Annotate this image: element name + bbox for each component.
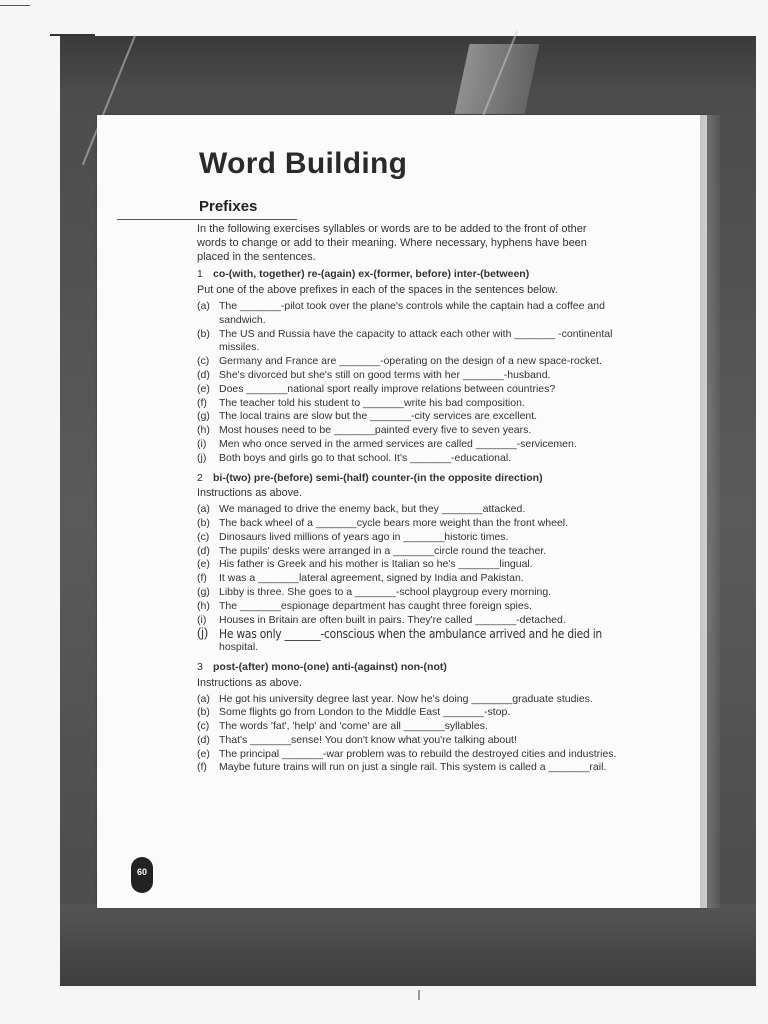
item-label: (g) <box>197 585 210 598</box>
exercise-item <box>197 517 617 531</box>
item-label: (j) <box>197 451 207 464</box>
item-sentence: She's divorced but she's still on good terms with her _______-husband. <box>219 368 551 381</box>
exercise-item <box>197 706 617 720</box>
exercise-item <box>197 424 617 438</box>
item-label: (e) <box>197 747 210 760</box>
item-sentence: Men who once served in the armed services are called _______-servicemen. <box>219 437 577 450</box>
exercise-number: 3 <box>197 660 203 673</box>
item-sentence: The pupils' desks were arranged in a _______circle round the teacher. <box>219 544 547 557</box>
item-sentence: He got his university degree last year. Now he's doing _______graduate studies. <box>219 692 593 705</box>
item-sentence: That's _______sense! You don't know what you're talking about! <box>219 733 517 746</box>
item-label: (e) <box>197 558 210 571</box>
exercise-item <box>197 355 617 369</box>
exercise-list <box>197 268 617 775</box>
item-label: (f) <box>197 572 207 585</box>
item-sentence: It was a _______lateral agreement, signed by India and Pakistan. <box>219 572 524 585</box>
exercise-item <box>197 383 617 397</box>
item-sentence: His father is Greek and his mother is Italian so he's _______lingual. <box>219 558 533 571</box>
exercise-item <box>197 531 617 545</box>
item-sentence: The _______espionage department has caught three foreign spies. <box>219 599 532 612</box>
page-title: Word Building <box>199 147 408 180</box>
page-edge-shadow <box>700 115 720 908</box>
exercise-item <box>197 627 617 641</box>
section-heading: Prefixes <box>199 198 258 215</box>
item-label: (c) <box>197 530 210 543</box>
item-sentence: He was only _______-conscious when the ambulance arrived and he died in <box>219 626 602 642</box>
intro-paragraph: In the following exercises syllables or words are to be added to the front of other words to change or add to their meaning. Where necessary, hyphens have been placed in the sentences. <box>197 223 587 263</box>
exercise-item <box>197 452 617 466</box>
exercise-item <box>197 761 617 775</box>
item-label: (h) <box>197 599 210 612</box>
scan-mark <box>418 990 420 1000</box>
item-sentence: The US and Russia have the capacity to attack each other with _______ -continental missiles. <box>219 327 613 354</box>
exercise-item <box>197 369 617 383</box>
item-label: (h) <box>197 424 210 437</box>
exercise-items <box>197 300 617 466</box>
item-label: (e) <box>197 382 210 395</box>
item-sentence: hospital. <box>219 641 259 654</box>
item-sentence: Libby is three. She goes to a _______-school playgroup every morning. <box>219 585 552 598</box>
item-label: (c) <box>197 720 210 733</box>
item-label: (d) <box>197 733 210 746</box>
item-label: (j) <box>197 626 209 641</box>
item-sentence: Germany and France are _______-operating on the design of a new space-rocket. <box>219 355 602 368</box>
item-sentence: The back wheel of a _______cycle bears more weight than the front wheel. <box>219 516 569 529</box>
item-label: (d) <box>197 368 210 381</box>
exercise-heading <box>197 472 617 486</box>
item-label: (i) <box>197 437 207 450</box>
item-sentence: The local trains are slow but the _______-city services are excellent. <box>219 410 538 423</box>
item-label: (a) <box>197 692 210 705</box>
item-label: (b) <box>197 516 210 529</box>
item-sentence: The principal _______-war problem was to rebuild the destroyed cities and industries. <box>219 747 617 760</box>
exercise-item <box>197 545 617 559</box>
exercise-item <box>197 572 617 586</box>
item-sentence: Does _______national sport really improve relations between countries? <box>219 382 556 395</box>
scan-edge-line <box>0 5 30 6</box>
page-number-badge: 60 <box>131 857 153 893</box>
item-sentence: Most houses need to be _______painted every five to seven years. <box>219 424 532 437</box>
exercise-instruction: Instructions as above. <box>197 487 303 500</box>
exercise-prefixes: bi-(two) pre-(before) semi-(half) counter-(in the opposite direction) <box>213 471 543 484</box>
exercise-number: 2 <box>197 471 203 484</box>
section-rule <box>117 219 297 220</box>
exercise-item <box>197 558 617 572</box>
item-label: (f) <box>197 761 207 774</box>
exercise-prefixes: post-(after) mono-(one) anti-(against) non-(not) <box>213 660 447 673</box>
exercise-item <box>197 300 617 328</box>
exercise-item <box>197 600 617 614</box>
scan-bottom-band <box>60 904 756 986</box>
item-label: (c) <box>197 355 210 368</box>
exercise-instruction: Instructions as above. <box>197 676 303 689</box>
exercise-heading <box>197 661 617 675</box>
item-sentence: We managed to drive the enemy back, but they _______attacked. <box>219 503 526 516</box>
exercise-item <box>197 748 617 762</box>
exercise-item <box>197 410 617 424</box>
item-label: (g) <box>197 410 210 423</box>
item-label: (a) <box>197 503 210 516</box>
item-label: (i) <box>197 613 207 626</box>
item-sentence: Houses in Britain are often built in pairs. They're called _______-detached. <box>219 613 566 626</box>
exercise-item <box>197 397 617 411</box>
item-label: (b) <box>197 327 210 340</box>
exercise-items <box>197 693 617 776</box>
exercise-item <box>197 503 617 517</box>
item-label: (a) <box>197 299 210 312</box>
book-page <box>97 115 707 908</box>
exercise-heading <box>197 268 617 282</box>
exercise-item <box>197 720 617 734</box>
exercise-number: 1 <box>197 268 203 281</box>
exercise-2 <box>197 472 617 655</box>
exercise-item <box>197 734 617 748</box>
exercise-3 <box>197 661 617 775</box>
item-sentence: The _______-pilot took over the plane's controls while the captain had a coffee and sandwich. <box>219 299 605 326</box>
exercise-item <box>197 641 617 655</box>
item-label <box>197 641 219 655</box>
item-sentence: The teacher told his student to _______write his bad composition. <box>219 396 525 409</box>
item-sentence: The words 'fat', 'help' and 'come' are all _______syllables. <box>219 720 488 733</box>
item-label: (d) <box>197 544 210 557</box>
item-sentence: Some flights go from London to the Middle East _______-stop. <box>219 706 511 719</box>
exercise-items <box>197 503 617 655</box>
item-sentence: Dinosaurs lived millions of years ago in _______historic times. <box>219 530 509 543</box>
exercise-item <box>197 614 617 628</box>
exercise-item <box>197 438 617 452</box>
exercise-item <box>197 328 617 356</box>
exercise-item <box>197 586 617 600</box>
exercise-1 <box>197 268 617 465</box>
item-label: (b) <box>197 706 210 719</box>
exercise-instruction: Put one of the above prefixes in each of the spaces in the sentences below. <box>197 284 558 297</box>
item-label: (f) <box>197 396 207 409</box>
exercise-prefixes: co-(with, together) re-(again) ex-(former, before) inter-(between) <box>213 268 530 281</box>
exercise-item <box>197 693 617 707</box>
item-sentence: Maybe future trains will run on just a single rail. This system is called a _______rail. <box>219 761 607 774</box>
item-sentence: Both boys and girls go to that school. It's _______-educational. <box>219 451 512 464</box>
page-content <box>197 223 617 775</box>
